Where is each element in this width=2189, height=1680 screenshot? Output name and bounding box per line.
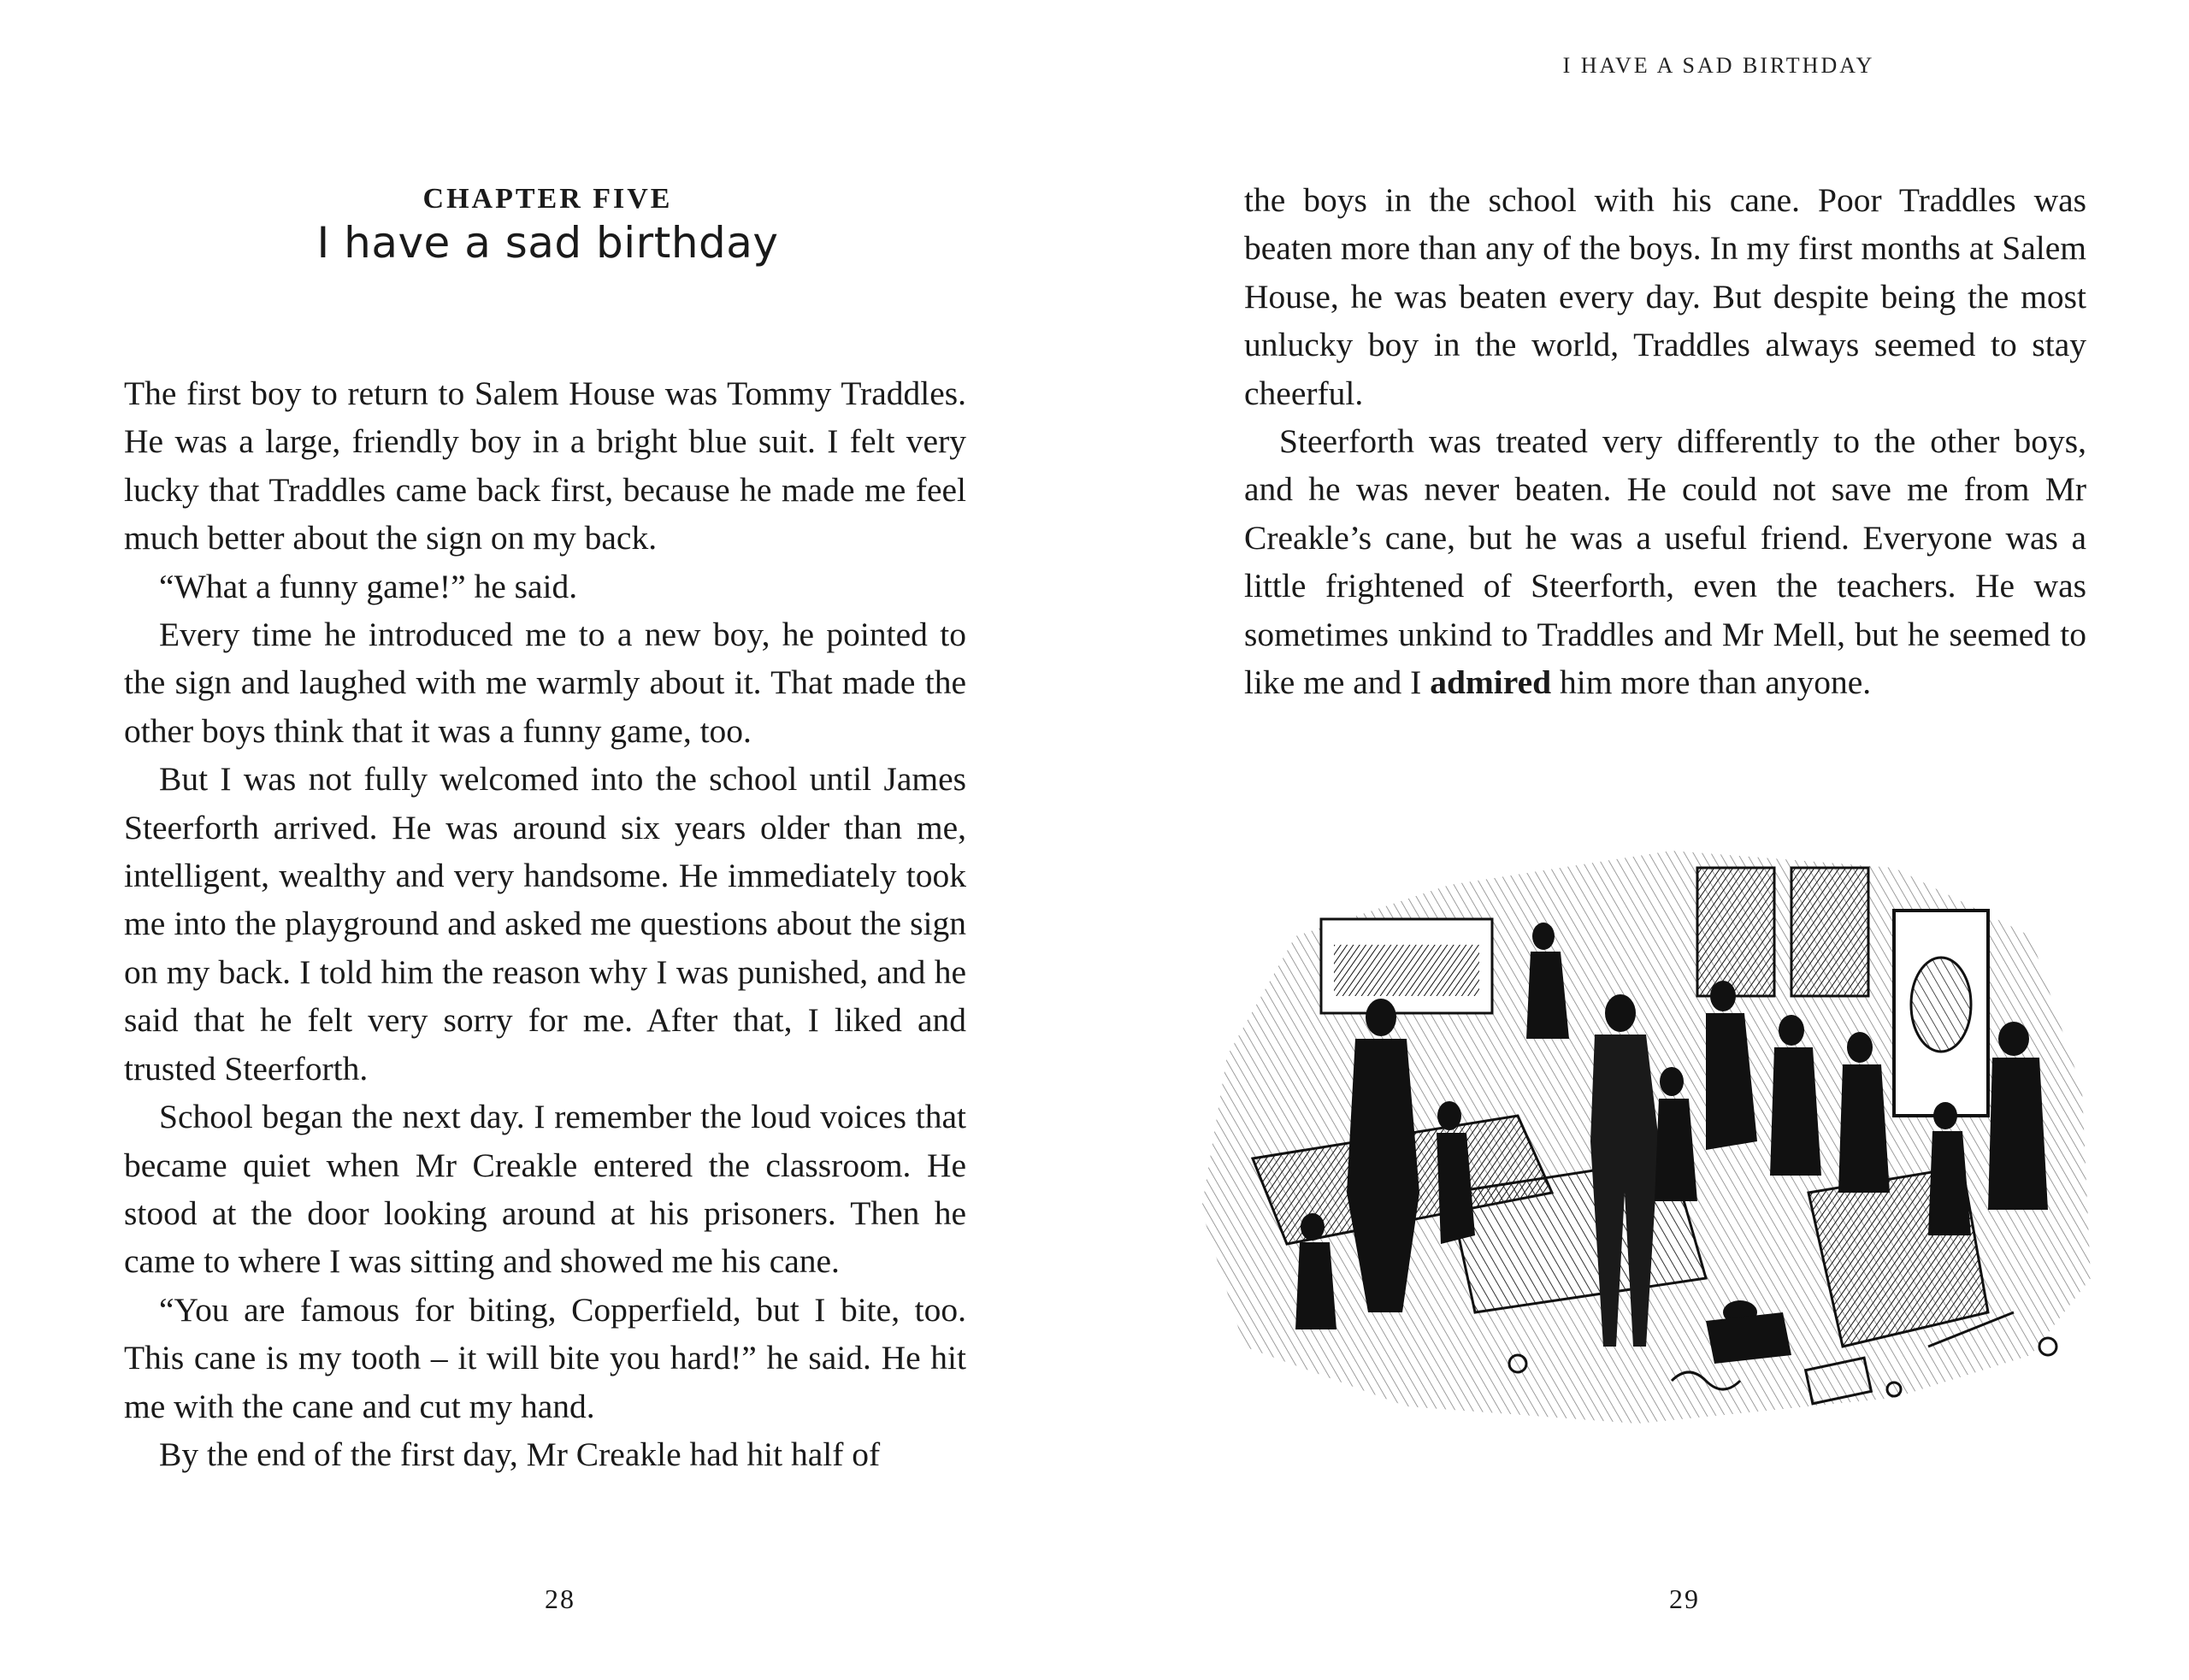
paragraph [1244,417,2086,706]
paragraph: School began the next day. I remember the loud voices that became quiet when Mr Creakle entered the classroom. He stood at the door looking around at his prisoners. Then he came to where I was sitting and showed me his cane. [124,1098,966,1281]
paragraph-text: him more than anyone. [1551,663,1872,702]
right-body-text [1244,176,2086,706]
page-number-left: 28 [545,1583,575,1614]
classroom-illustration [1193,834,2103,1432]
chapter-number: CHAPTER FIVE [422,183,673,215]
paragraph: the boys in the school with his cane. Poor Traddles was beaten more than any of the boys. In my first months at Salem House, he was beaten every day. But despite being the most unlucky boy in the world, Traddles always seemed to stay cheerful. [1244,181,2086,412]
paragraph: The first boy to return to Salem House was Tommy Traddles. He was a large, friendly boy in a bright blue suit. I felt very lucky that Traddles came back first, because he made me feel much better about the sign on my back. [124,374,966,557]
right-page [1094,0,2189,1680]
paragraph: “You are famous for biting, Copperfield, but I bite, too. This cane is my tooth – it will bite you hard!” he said. He hit me with the cane and cut my hand. [124,1290,966,1425]
running-head: I HAVE A SAD BIRTHDAY [1562,53,1875,78]
chapter-title: I have a sad birthday [316,218,779,268]
paragraph: “What a funny game!” he said. [159,567,578,605]
paragraph: But I was not fully welcomed into the school until James Steerforth arrived. He was around six years older than me, intelligent, wealthy and very handsome. He immediately took me into the playground and asked me questions about the sign on my back. I told him the reason why I was punished, and he said that he felt very sorry for me. After that, I liked and trusted Steerforth. [124,760,966,1088]
paragraph: By the end of the first day, Mr Creakle had hit half of [159,1435,881,1473]
bold-vocabulary-word: admired [1430,663,1552,702]
paragraph-text: Steerforth was treated very differently to the other boys, and he was never beaten. He could not save me from Mr Creakle’s cane, but he was a useful friend. Everyone was a little frightened of Steerforth, even the teachers. He was sometimes unkind to Traddles and Mr Mell, but he seemed to like me and I [1244,422,2086,702]
left-page [0,0,1094,1680]
paragraph: Every time he introduced me to a new boy, he pointed to the sign and laughed with me warmly about it. That made the other boys think that it was a funny game, too. [124,616,966,750]
left-body-text [124,369,966,1478]
page-number-right: 29 [1669,1583,1700,1614]
